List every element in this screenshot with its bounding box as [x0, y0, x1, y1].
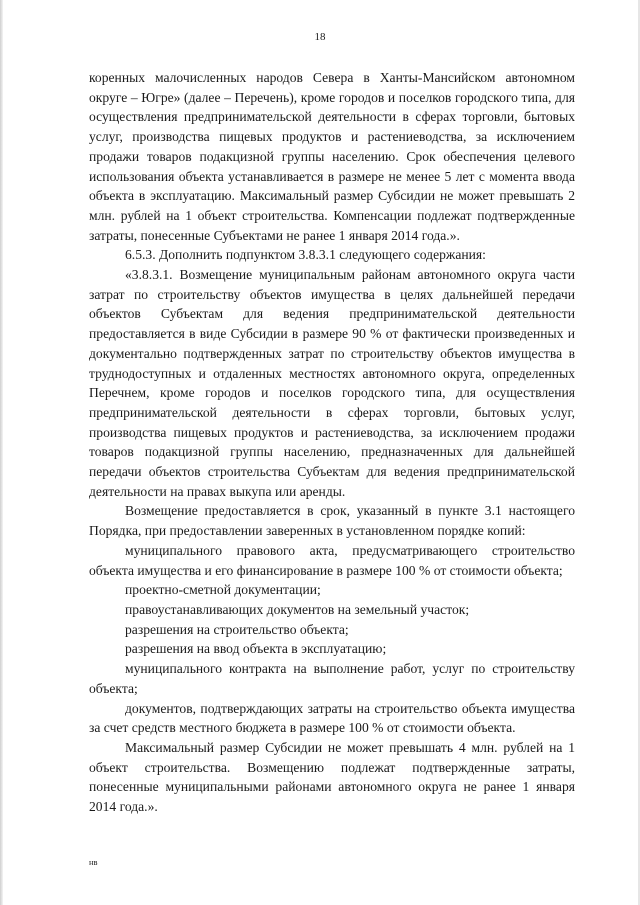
list-item-cost-documents: документов, подтверждающих затраты на строительство объекта имущества за счет средств местного бюджета в размере 100 % от стоимости объекта. [89, 700, 575, 736]
paragraph-reimbursement-term: Возмещение предоставляется в срок, указанный в пункте 3.1 настоящего Порядка, при предоставлении заверенных в установленном порядке копий: [89, 503, 575, 539]
list-item-legal-act: муниципального правового акта, предусматривающего строительство объекта имущества и его финансирование в размере 100 % от стоимости объекта; [89, 542, 575, 578]
body-text [89, 68, 575, 817]
scan-left-edge [0, 0, 3, 905]
paragraph-continuation: коренных малочисленных народов Севера в Ханты-Мансийском автономном округе – Югре» (далее – Перечень), кроме городов и поселков городского типа, для осуществления предпринимательской деятельности в сферах торговли, бытовых услуг, производства пищевых продуктов и растениеводства, за исключением продажи товаров подакцизной группы населению. Срок обеспечения целевого использования объекта устанавливается в размере не менее 5 лет с момента ввода объекта в эксплуатацию. Максимальный размер Субсидии не может превышать 2 млн. рублей на 1 объект строительства. Компенсации подлежат подтвержденные затраты, понесенные Субъектами не ранее 1 января 2014 года.». [89, 70, 575, 243]
paragraph-subclause-3-8-3-1: «3.8.3.1. Возмещение муниципальным районам автономного округа части затрат по строительству объектов имущества в целях дальнейшей передачи объектов Субъектам для ведения предпринимательской деятельности предоставляется в виде Субсидии в размере 90 % от фактически произведенных и документально подтвержденных затрат по строительству объектов имущества в труднодоступных и отдаленных местностях автономного округа, определенных Перечнем, кроме городов и поселков городского типа, для осуществления предпринимательской деятельности в сферах торговли, бытовых услуг, производства пищевых продуктов и растениеводства, за исключением продажи товаров подакцизной группы населению, предназначенных для дальнейшей передачи объектов строительства Субъектам для ведения предпринимательской деятельности на правах выкупа или аренды. [89, 267, 575, 499]
page-number: 18 [314, 31, 326, 43]
list-item-municipal-contract: муниципального контракта на выполнение работ, услуг по строительству объекта; [89, 661, 575, 696]
paragraph-amendment: 6.5.3. Дополнить подпунктом 3.8.3.1 следующего содержания: [125, 247, 486, 263]
paragraph-max-subsidy: Максимальный размер Субсидии не может превышать 4 млн. рублей на 1 объект строительства. Возмещению подлежат подтвержденные затраты, понесенные муниципальными районами автономного округа не ранее 1 января 2014 года.». [89, 739, 575, 815]
list-item-project-docs: проектно-сметной документации; [125, 582, 321, 598]
list-item-land-docs: правоустанавливающих документов на земельный участок; [125, 601, 470, 617]
footer-initials: нв [89, 857, 98, 867]
list-item-construction-permit: разрешения на строительство объекта; [125, 621, 349, 637]
list-item-commissioning-permit: разрешения на ввод объекта в эксплуатацию; [125, 641, 387, 657]
